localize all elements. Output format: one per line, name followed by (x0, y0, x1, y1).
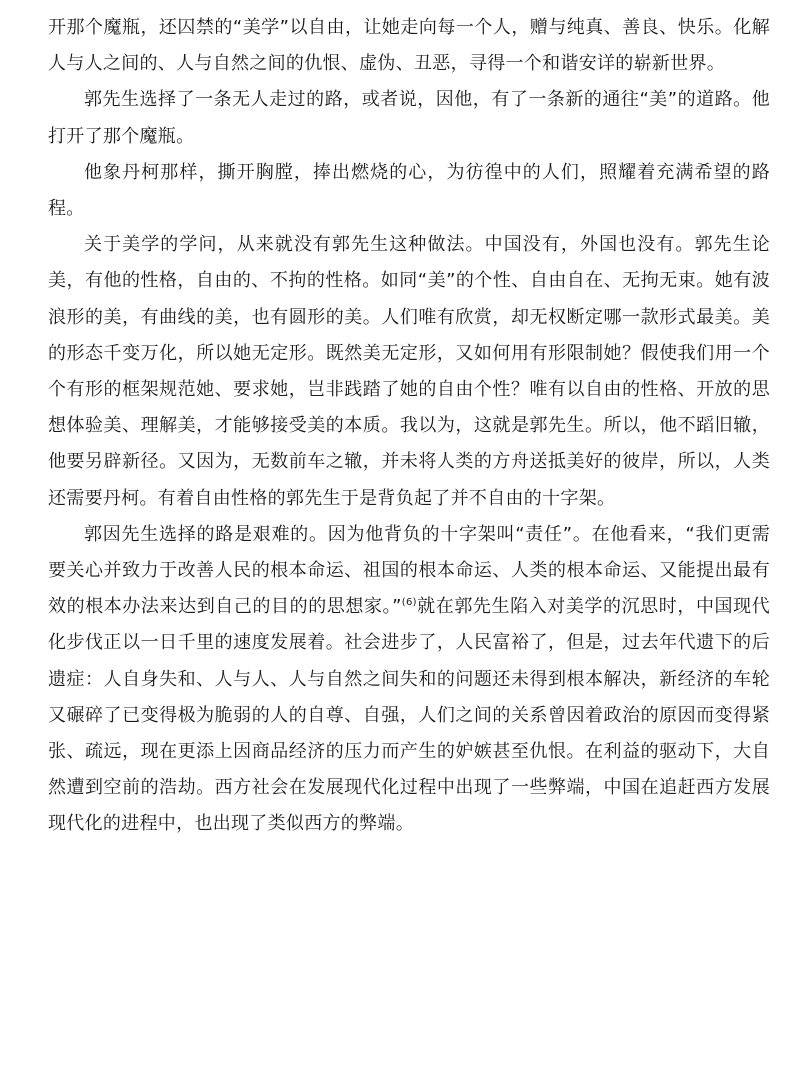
paragraph: 关于美学的学问，从来就没有郭先生这种做法。中国没有，外国也没有。郭先生论美，有他的性格，自由的、不拘的性格。如同“美”的个性、自由自在、无拘无束。她有波浪形的美，有曲线的美，也有圆形的美。人们唯有欣赏，却无权断定哪一款形式最美。美的形态千变万化，所以她无定形。既然美无定形，又如何用有形限制她？假使我们用一个个有形的框架规范她、要求她，岂非践踏了她的自由个性？唯有以自由的性格、开放的思想体验美、理解美，才能够接受美的本质。我以为，这就是郭先生。所以，他不蹈旧辙，他要另辟新径。又因为，无数前车之辙，并未将人类的方舟送抵美好的彼岸，所以，人类还需要丹柯。有着自由性格的郭先生于是背负起了并不自由的十字架。 (48, 234, 770, 509)
paragraph-text: 就在郭先生陷入对美学的沉思时，中国现代化步伐正以一日千里的速度发展着。社会进步了，人民富裕了，但是，过去年代遗下的后遗症：人自身失和、人与人、人与自然之间失和的问题还未得到根本解决，新经济的车轮又碾碎了已变得极为脆弱的人的自尊、自强，人们之间的关系曾因着政治的原因而变得紧张、疏远，现在更添上因商品经济的压力而产生的妒嫉甚至仇恨。在利益的驱动下，大自然遭到空前的浩劫。西方社会在发展现代化过程中出现了一些弊端，中国在追赶西方发展现代化的进程中，也出现了类似西方的弊端。 (48, 596, 770, 835)
paragraph-text: 郭因先生选择的路是艰难的。因为他背负的十字架叫“责任”。在他看来，“我们更需要关心并致力于改善人民的根本命运、祖国的根本命运、人类的根本命运、又能提出最有效的根本办法来达到自己的目的的思想家。” (48, 523, 770, 618)
document-page (48, 10, 770, 1062)
paragraph: 他象丹柯那样，撕开胸膛，捧出燃烧的心，为彷徨中的人们，照耀着充满希望的路程。 (48, 161, 770, 220)
paragraph-with-citation (48, 517, 770, 843)
paragraph: 开那个魔瓶，还囚禁的“美学”以自由，让她走向每一个人，赠与纯真、善良、快乐。化解人与人之间的、人与自然之间的仇恨、虚伪、丑恶，寻得一个和谐安详的崭新世界。 (48, 17, 770, 75)
citation-marker: (6) (401, 597, 417, 609)
paragraph: 郭先生选择了一条无人走过的路，或者说，因他，有了一条新的通往“美”的道路。他打开了那个魔瓶。 (48, 89, 770, 147)
